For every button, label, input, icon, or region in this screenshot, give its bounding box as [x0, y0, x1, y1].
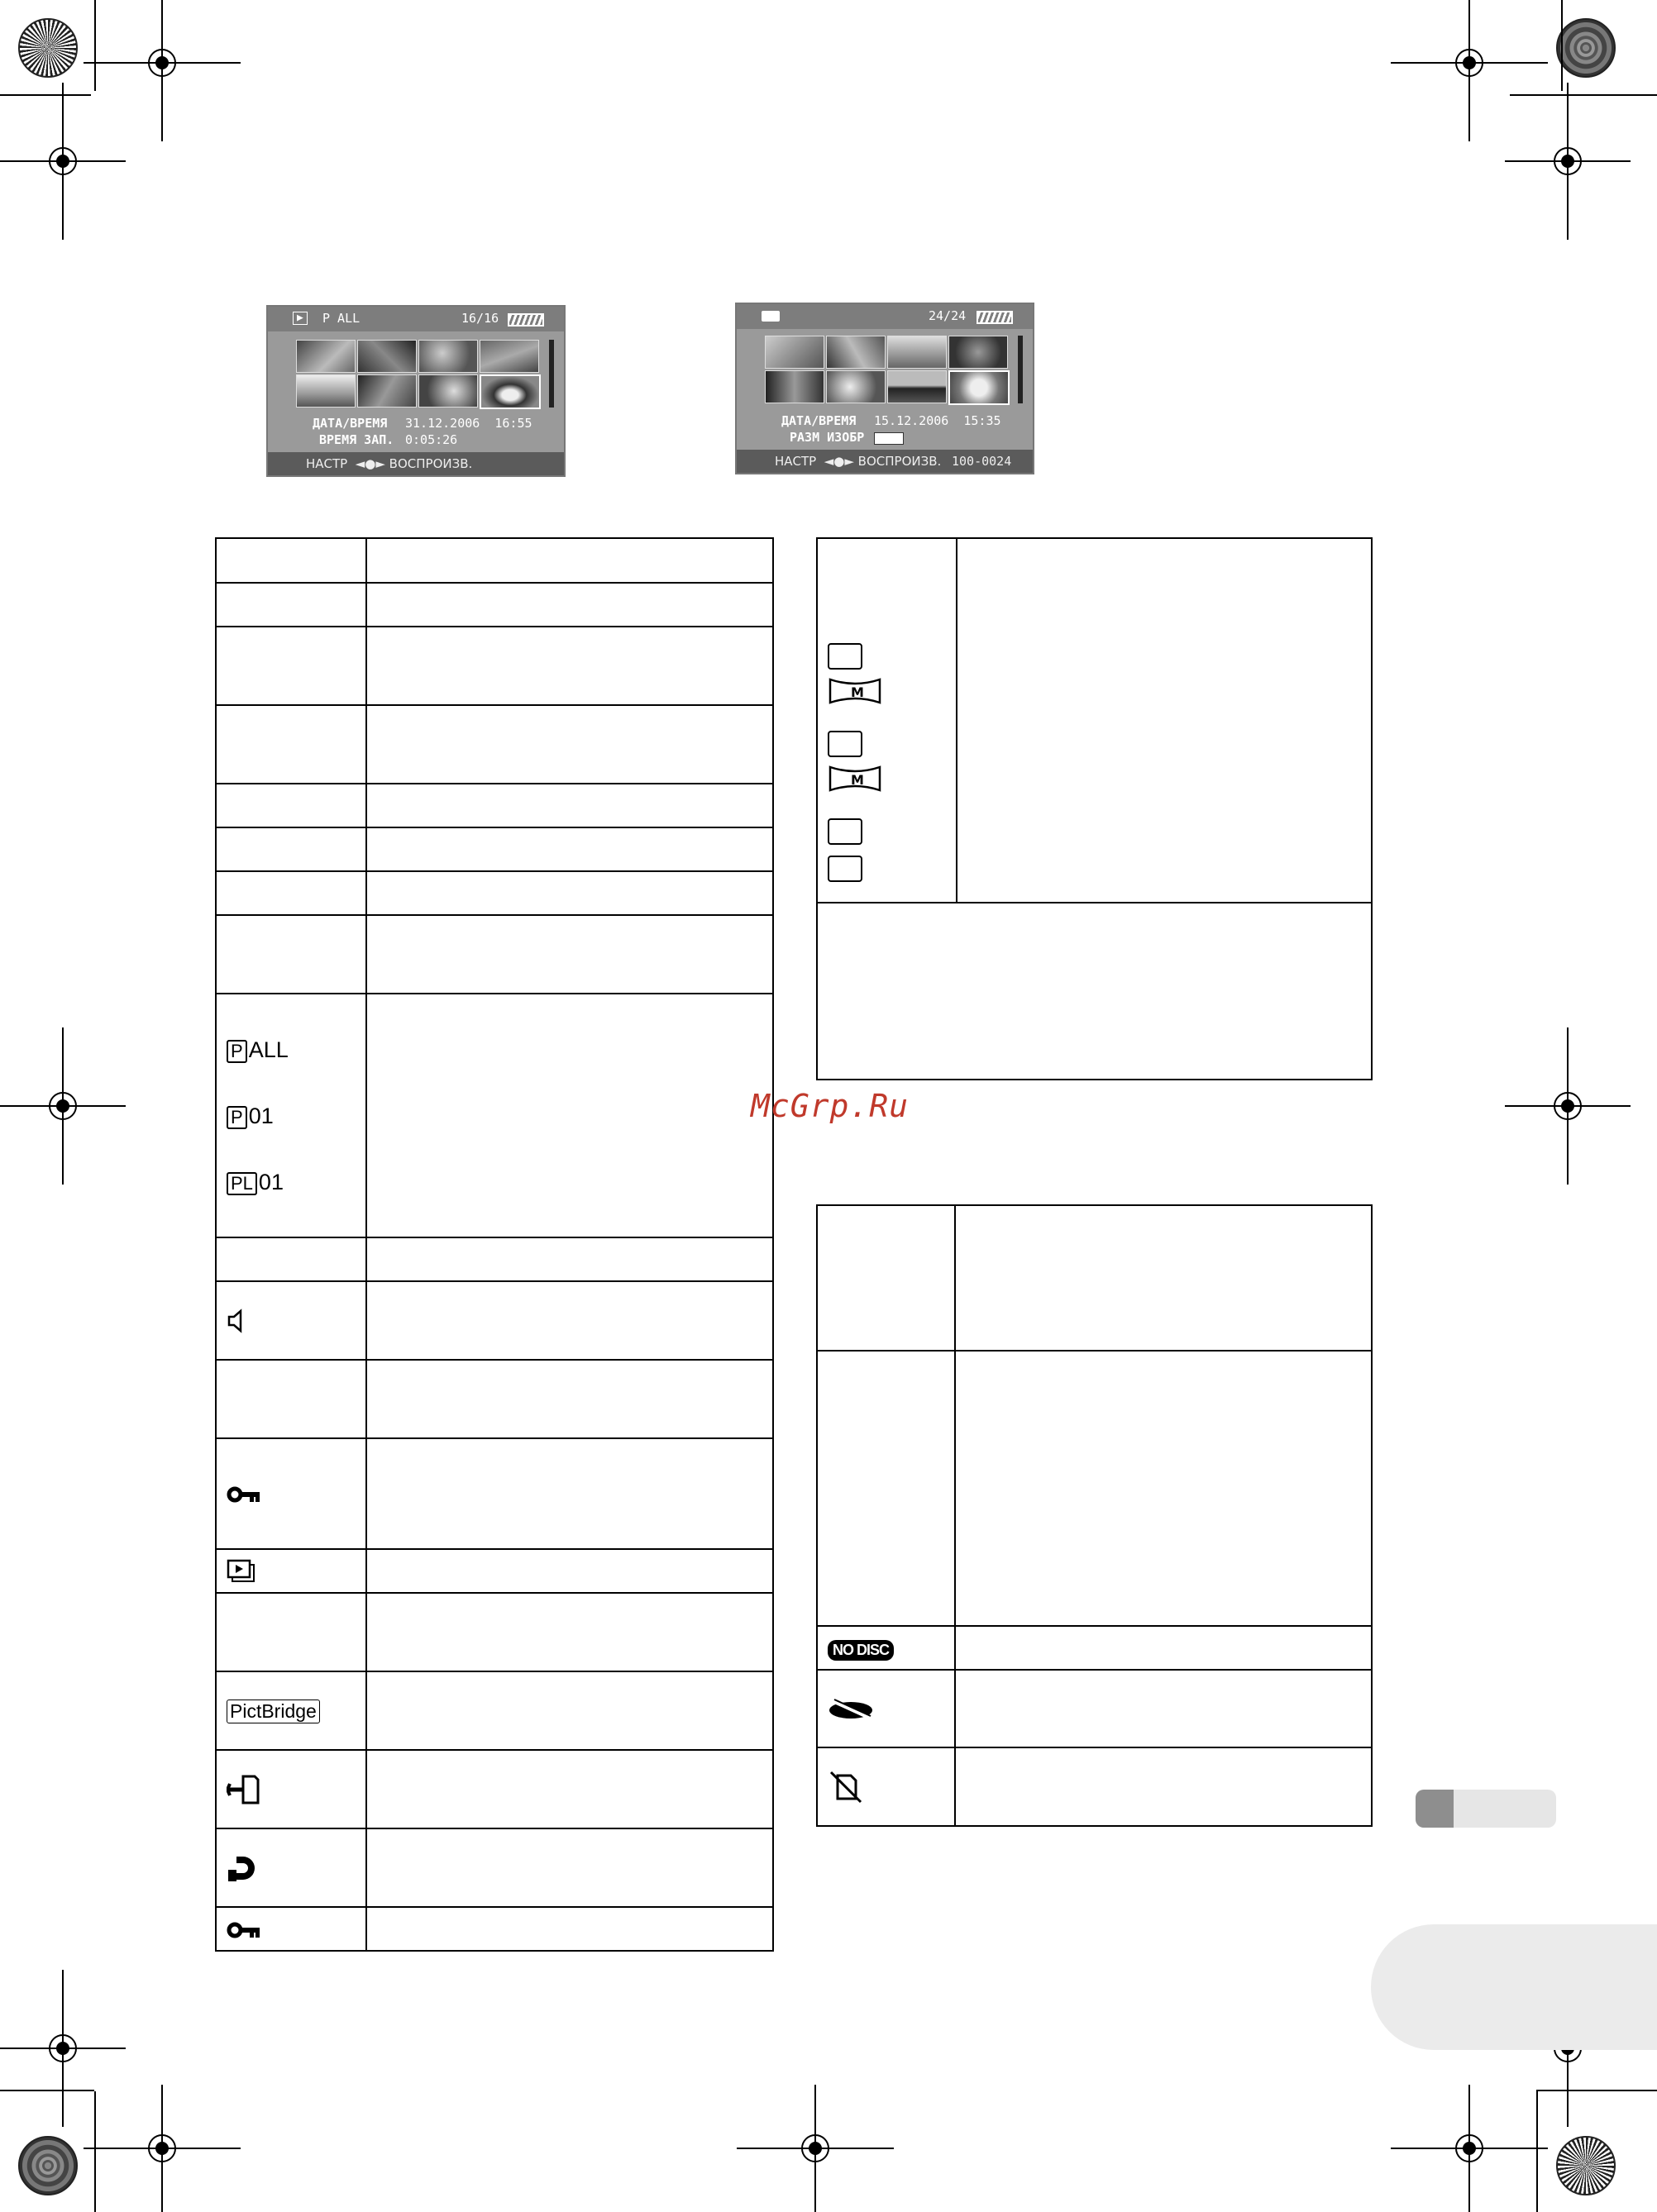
- icon-cell: [216, 1281, 366, 1360]
- dpof-icon: [227, 1853, 260, 1883]
- table-row: [817, 1626, 1372, 1670]
- description-cell: [366, 915, 773, 994]
- thumbnail: [948, 336, 1008, 369]
- table-row: [216, 994, 773, 1237]
- card-error-icon: [828, 1771, 864, 1804]
- table-row: [216, 1360, 773, 1438]
- file-number: 100-0024: [952, 454, 1012, 469]
- playlist-indicator: PL 01: [227, 1149, 365, 1215]
- table-row: [216, 1549, 773, 1593]
- lcd-header: [268, 307, 564, 331]
- description-cell: [366, 1281, 773, 1360]
- battery-icon: [508, 313, 544, 327]
- lcd-screenshot-photo: [735, 303, 1034, 474]
- description-cell: [366, 784, 773, 827]
- icon-cell: [817, 1351, 955, 1626]
- reg-mark-icon: [84, 0, 241, 141]
- play-all-indicator: P ALL: [227, 1017, 365, 1083]
- image-size-m-icon: [828, 763, 882, 794]
- reg-mark-icon: [0, 1027, 126, 1185]
- icon-cell: [216, 627, 366, 705]
- icon-cell: [216, 1907, 366, 1951]
- note-cell: [817, 903, 1372, 1080]
- description-cell: [366, 1750, 773, 1828]
- icon-cell: [216, 1438, 366, 1549]
- description-cell: [957, 538, 1372, 903]
- table-row: [216, 784, 773, 827]
- description-cell: [366, 827, 773, 871]
- icon-cell: [216, 1237, 366, 1281]
- table-row: [216, 705, 773, 784]
- section-tab-marker: [1416, 1790, 1454, 1828]
- table-row: [216, 538, 773, 583]
- description-cell: [366, 705, 773, 784]
- thumbnail: [826, 370, 886, 403]
- table-row: [817, 1205, 1372, 1351]
- table-row: [216, 1828, 773, 1907]
- description-cell: [366, 1360, 773, 1438]
- footer-text: НАСТР ◄●► ВОСПРОИЗВ.: [306, 456, 473, 471]
- dirty-disc-icon: [828, 1698, 874, 1721]
- table-row: [817, 1670, 1372, 1747]
- icon-cell: [216, 1671, 366, 1750]
- slideshow-icon: [227, 1559, 256, 1584]
- play-scene-indicator: P 01: [227, 1083, 365, 1149]
- icon-cell: [216, 1360, 366, 1438]
- image-size-m-icon: [828, 675, 882, 707]
- card-insert-icon: [227, 1773, 261, 1806]
- icon-cell: [817, 1670, 955, 1747]
- description-cell: [955, 1670, 1372, 1747]
- table-row: [216, 583, 773, 627]
- table-row: [216, 627, 773, 705]
- description-cell: [366, 627, 773, 705]
- counter: 16/16: [461, 311, 499, 326]
- reg-mark-icon: [1391, 0, 1548, 141]
- left-icon-table: [215, 537, 774, 1952]
- icon-cell: [817, 538, 957, 903]
- play-icon: ▶: [293, 312, 308, 325]
- right-icon-table-top: [816, 537, 1373, 1080]
- icon-cell: [216, 871, 366, 915]
- table-row: [817, 538, 1372, 903]
- svg-text:M: M: [851, 684, 864, 700]
- icon-cell: [817, 1747, 955, 1826]
- description-cell: [955, 1205, 1372, 1351]
- quality-icon: [828, 818, 956, 851]
- description-cell: [366, 871, 773, 915]
- counter: 24/24: [929, 308, 967, 323]
- thumbnail: [765, 370, 824, 403]
- icon-cell: [216, 1549, 366, 1593]
- footer-text: НАСТР ◄●► ВОСПРОИЗВ.: [775, 454, 942, 469]
- icon-cell: [216, 784, 366, 827]
- reg-mark-icon: [0, 83, 126, 240]
- thumbnail: [826, 336, 886, 369]
- pictbridge-label: PictBridge: [227, 1700, 320, 1723]
- description-cell: [366, 994, 773, 1237]
- icon-cell: [216, 583, 366, 627]
- section-tab: [1416, 1790, 1556, 1828]
- description-cell: [955, 1626, 1372, 1670]
- reg-mark-icon: [1505, 83, 1631, 240]
- battery-icon: [977, 311, 1013, 324]
- icon-cell: [216, 705, 366, 784]
- quality-icon: [828, 643, 956, 675]
- quality-icon: [828, 856, 956, 888]
- description-cell: [366, 1549, 773, 1593]
- reg-mark-icon: [737, 2085, 894, 2212]
- description-cell: [366, 1907, 773, 1951]
- icon-cell: [216, 915, 366, 994]
- date-label: ДАТА/ВРЕМЯ: [781, 413, 857, 428]
- table-row: [216, 827, 773, 871]
- icon-cell: [216, 1750, 366, 1828]
- description-cell: [366, 1593, 773, 1671]
- thumbnail: [296, 340, 356, 373]
- description-cell: [366, 1237, 773, 1281]
- lcd-screenshot-video: [266, 305, 566, 477]
- reg-mark-icon: [84, 2085, 241, 2212]
- thumbnail: [418, 374, 478, 408]
- table-row: [817, 1747, 1372, 1826]
- description-cell: [366, 538, 773, 583]
- thumbnail: [887, 336, 947, 369]
- description-cell: [366, 1671, 773, 1750]
- thumbnail: [765, 336, 824, 369]
- icon-cell: [216, 1828, 366, 1907]
- key-icon: [227, 1485, 261, 1504]
- table-row: [817, 903, 1372, 1080]
- thumbnail: [418, 340, 478, 373]
- table-row: [216, 1438, 773, 1549]
- icon-cell: [817, 1205, 955, 1351]
- reg-mark-icon: [0, 1970, 126, 2127]
- thumbnail-selected: [480, 374, 541, 409]
- key-icon: [227, 1921, 261, 1939]
- table-row: [216, 1281, 773, 1360]
- table-row: [216, 915, 773, 994]
- scrollbar: [1018, 336, 1023, 403]
- date-value: 31.12.2006 16:55: [405, 416, 532, 431]
- thumbnail: [480, 340, 539, 373]
- icon-cell: [817, 1626, 955, 1670]
- icon-cell: [216, 994, 366, 1237]
- table-row: [216, 1237, 773, 1281]
- rec-time-value: 0:05:26: [405, 432, 458, 447]
- image-size-icon: [874, 432, 904, 445]
- icon-cell: [216, 827, 366, 871]
- thumbnail: [887, 370, 947, 403]
- watermark: McGrp.Ru: [751, 1088, 910, 1124]
- table-row: [817, 1351, 1372, 1626]
- date-value: 15.12.2006 15:35: [874, 413, 1001, 428]
- right-icon-table-bottom: [816, 1204, 1373, 1827]
- description-cell: [366, 1438, 773, 1549]
- thumbnail: [357, 374, 417, 408]
- icon-cell: [216, 538, 366, 583]
- page-number-badge: [1371, 1924, 1657, 2050]
- thumbnail: [357, 340, 417, 373]
- image-size-label: РАЗМ ИЗОБР: [790, 430, 865, 445]
- reg-mark-icon: [1391, 2085, 1548, 2212]
- date-label: ДАТА/ВРЕМЯ: [313, 416, 388, 431]
- play-mode-label: P ALL: [322, 311, 361, 326]
- description-cell: [366, 583, 773, 627]
- speaker-icon: [227, 1309, 248, 1333]
- thumbnail-selected: [948, 370, 1010, 405]
- description-cell: [366, 1828, 773, 1907]
- thumbnail: [296, 374, 356, 408]
- scrollbar: [549, 340, 554, 408]
- description-cell: [955, 1747, 1372, 1826]
- table-row: [216, 1750, 773, 1828]
- table-row: [216, 1907, 773, 1951]
- lcd-footer: [737, 450, 1033, 473]
- lcd-header: [737, 304, 1033, 329]
- table-row: [216, 871, 773, 915]
- quality-icon: [828, 731, 956, 763]
- rec-time-label: ВРЕМЯ ЗАП.: [319, 432, 394, 447]
- description-cell: [955, 1351, 1372, 1626]
- icon-cell: [216, 1593, 366, 1671]
- camera-icon: [762, 311, 780, 322]
- svg-text:M: M: [851, 772, 864, 788]
- table-row: [216, 1671, 773, 1750]
- reg-mark-icon: [1505, 1027, 1631, 1185]
- lcd-footer: [268, 452, 564, 475]
- no-disc-icon: NO DISC: [828, 1640, 894, 1661]
- table-row: [216, 1593, 773, 1671]
